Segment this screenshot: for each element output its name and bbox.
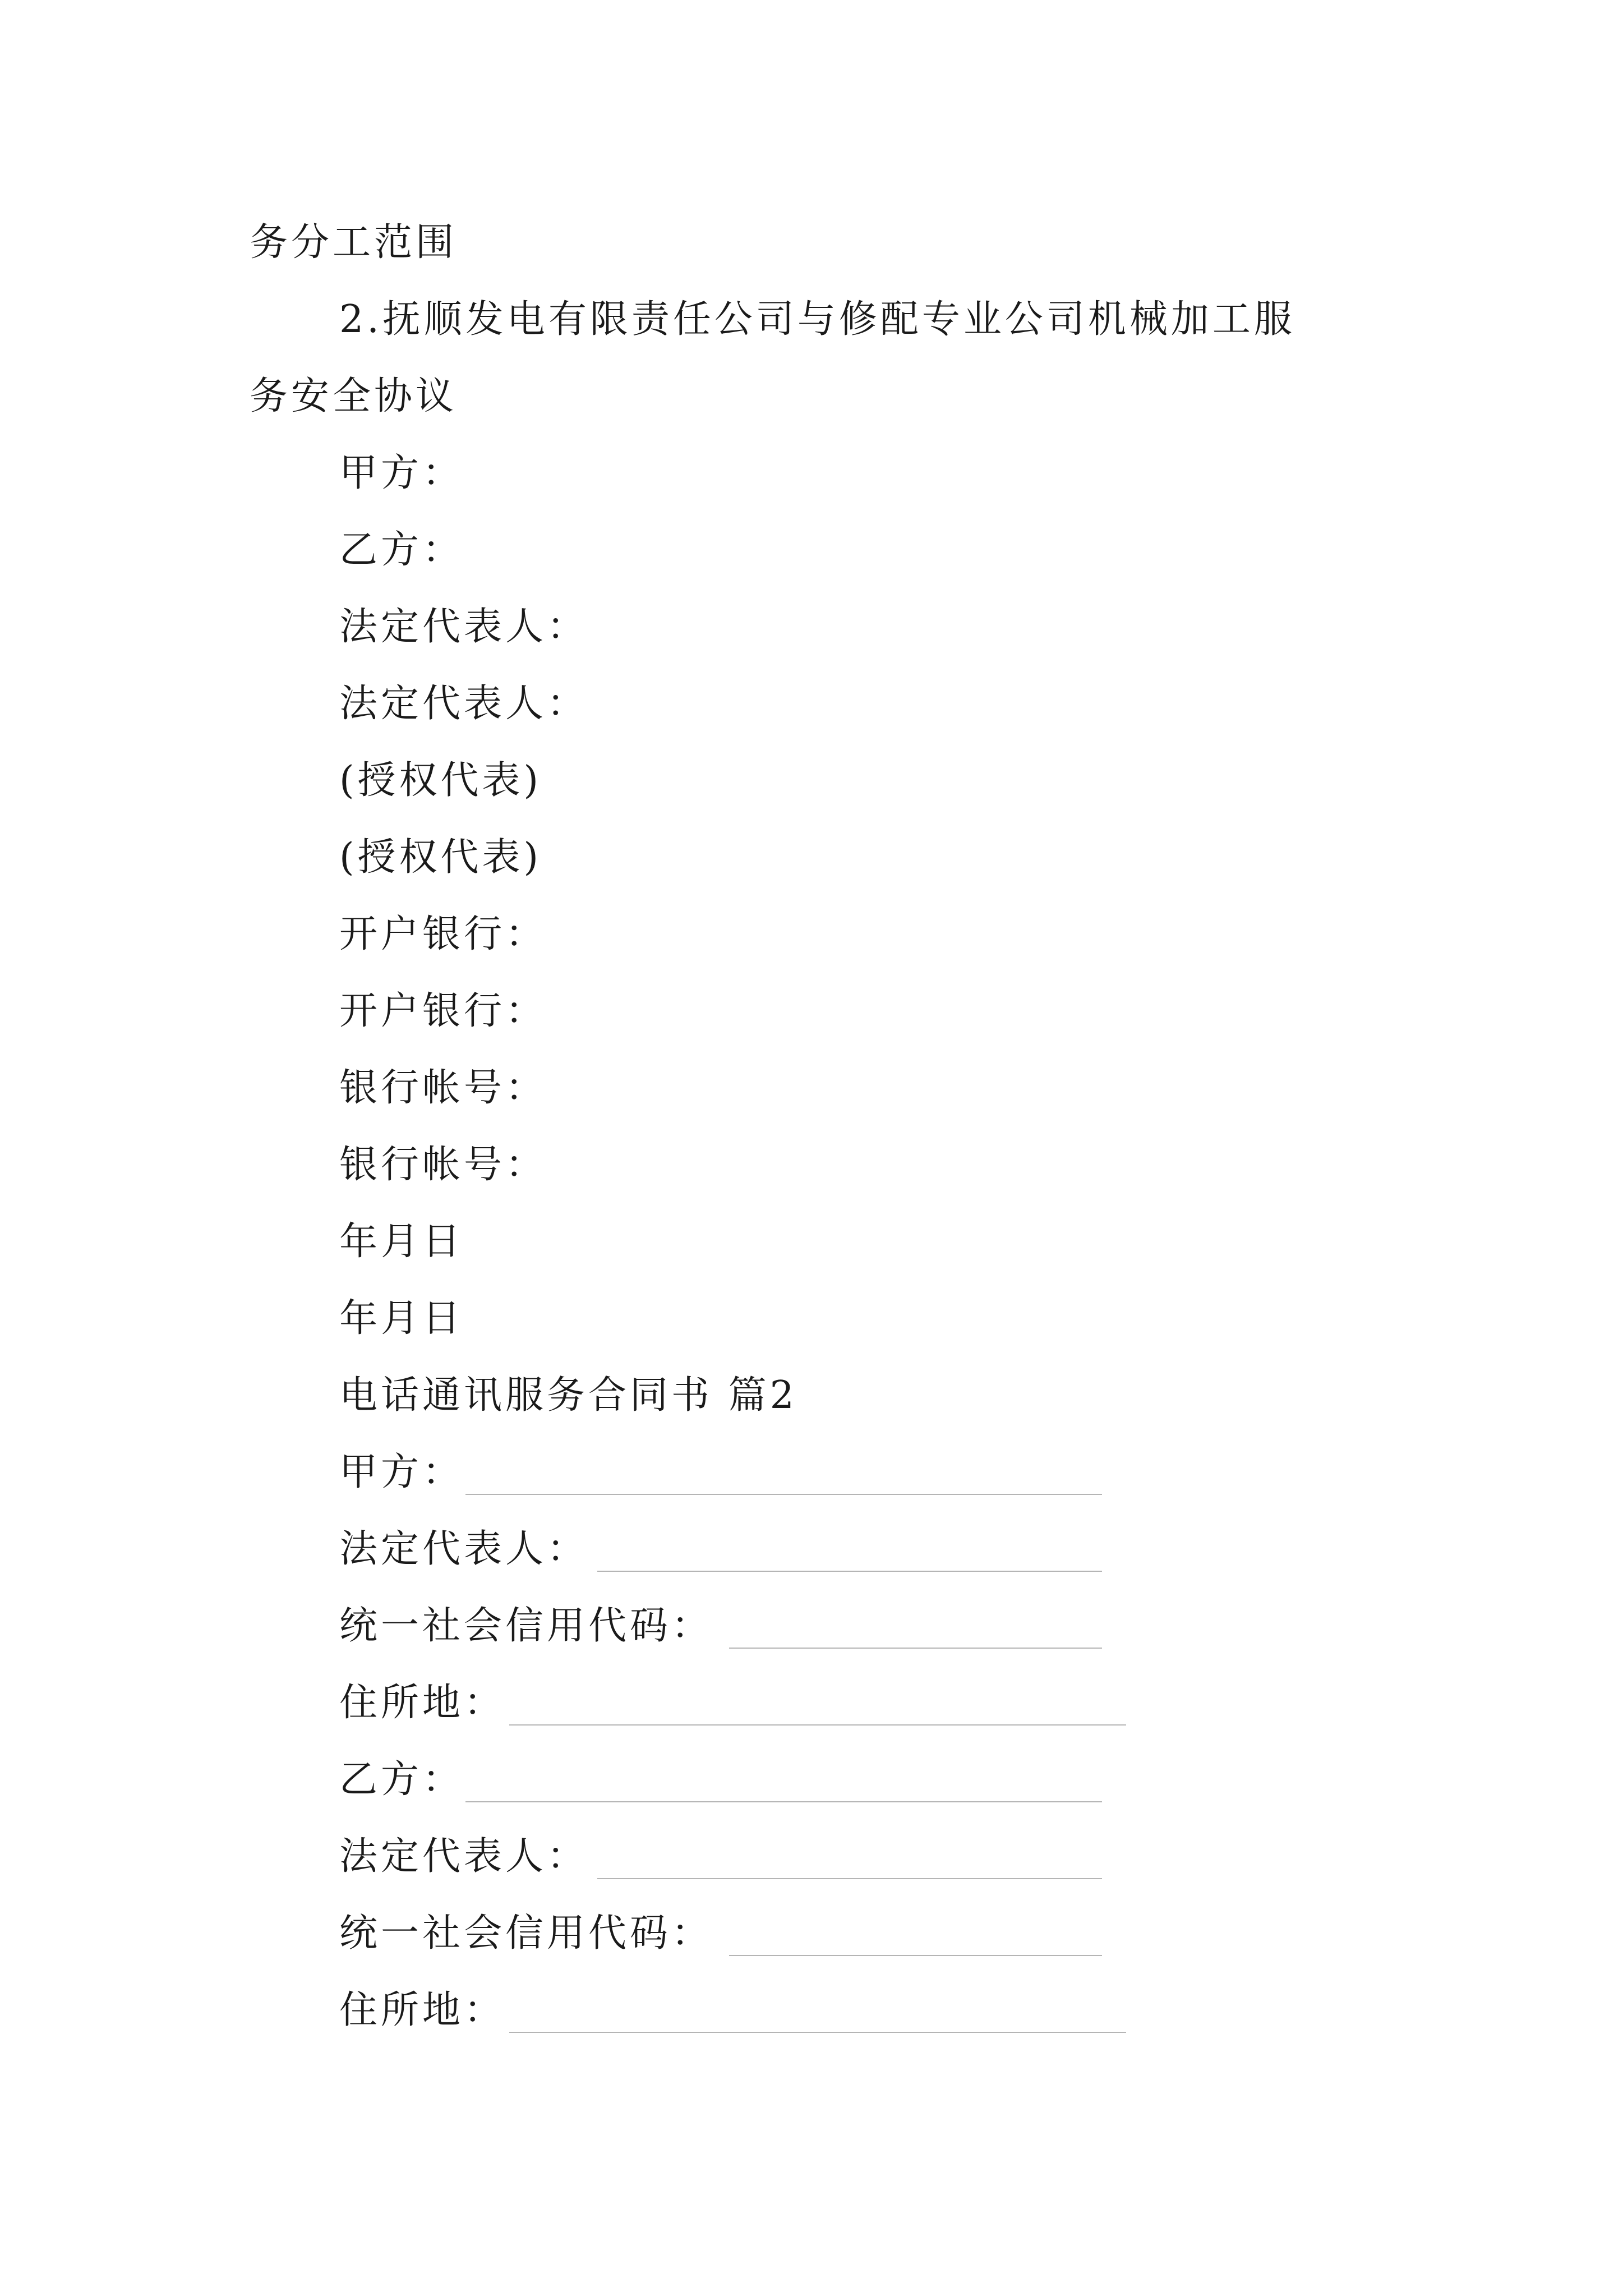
form-field-legal-rep-b — [339, 1834, 588, 1879]
form-field-label: 法定代表人： — [339, 1834, 589, 1879]
form-field-credit-code-a — [339, 1604, 713, 1649]
fill-in-blank[interactable] — [597, 1571, 1102, 1572]
form-field-label: 乙方： — [339, 1757, 464, 1802]
fill-in-blank[interactable] — [509, 1724, 1126, 1726]
fill-in-blank[interactable] — [729, 1955, 1102, 1956]
form-field-label: 甲方： — [339, 1450, 464, 1494]
bank-label-a: 开户银行： — [339, 912, 547, 956]
form-field-credit-code-b — [339, 1911, 713, 1956]
legal-rep-label-b: 法定代表人： — [339, 682, 589, 726]
account-label-a: 银行帐号： — [339, 1066, 547, 1110]
fill-in-blank[interactable] — [597, 1878, 1102, 1879]
party-b-label: 乙方： — [339, 528, 464, 572]
legal-rep-label-a: 法定代表人： — [339, 605, 589, 649]
form-field-label: 法定代表人： — [339, 1527, 589, 1571]
fill-in-blank[interactable] — [465, 1494, 1102, 1495]
paragraph-item-2: 2.抚顺发电有限责任公司与修配专业公司机械加工服 — [339, 297, 1295, 342]
paragraph-item-2-continuation: 务安全协议 — [250, 374, 458, 418]
fill-in-blank[interactable] — [465, 1801, 1102, 1802]
form-field-label: 统一社会信用代码： — [339, 1604, 713, 1648]
section-heading: 电话通讯服务合同书 篇2 — [339, 1373, 797, 1418]
form-field-address-b — [339, 1988, 505, 2033]
party-a-label: 甲方： — [339, 451, 464, 495]
account-label-b: 银行帐号： — [339, 1143, 547, 1187]
form-field-label: 统一社会信用代码： — [339, 1911, 713, 1955]
form-field-label: 住所地： — [339, 1681, 506, 1725]
form-field-party-a — [339, 1450, 464, 1495]
form-field-address-a — [339, 1681, 505, 1726]
authorized-rep-label-b: (授权代表) — [339, 835, 542, 880]
authorized-rep-label-a: (授权代表) — [339, 758, 542, 803]
fill-in-blank[interactable] — [729, 1648, 1102, 1649]
paragraph-continuation: 务分工范围 — [250, 220, 458, 265]
form-field-label: 住所地： — [339, 1988, 506, 2032]
fill-in-blank[interactable] — [509, 2032, 1126, 2033]
form-field-legal-rep-a — [339, 1527, 588, 1572]
date-label-a: 年月日 — [339, 1220, 464, 1264]
date-label-b: 年月日 — [339, 1296, 464, 1341]
form-field-party-b — [339, 1757, 464, 1802]
bank-label-b: 开户银行： — [339, 989, 547, 1033]
